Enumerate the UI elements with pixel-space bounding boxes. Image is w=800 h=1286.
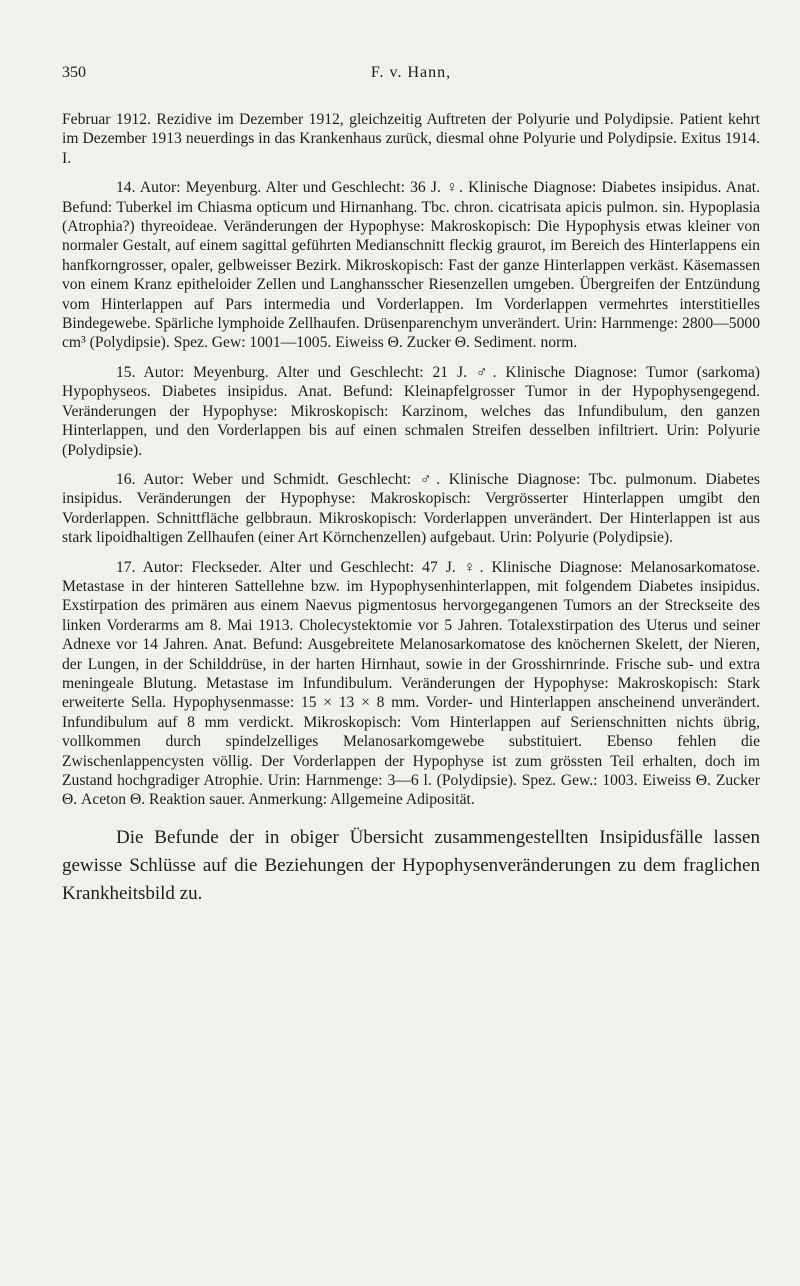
page-header	[62, 64, 760, 88]
running-head: F. v. Hann,	[370, 64, 452, 81]
case-entry-14: 14. Autor: Meyenburg. Alter und Geschlecht: 36 J. ♀. Klinische Diagnose: Diabetes insipidus. Anat. Befund: Tuberkel im Chiasma opticum und Hirnanhang. Tbc. chron. cicatrisata apicis pulmon. sin. Hypoplasia (Atrophia?) thyreoideae. Veränderungen der Hypophyse: Makroskopisch: Die Hypophysis etwas kleiner von normaler Gestalt, auf einem sagittal geführten Medianschnitt fleckig graurot, im Bereich des Hinterlappens ein hanfkorngrosser, opaler, gelbweisser Bezirk. Mikroskopisch: Fast der ganze Hinterlappen verkäst. Käsemassen von einem Kranz epitheloider Zellen und Langhansscher Riesenzellen umgeben. Übergreifen der Entzündung vom Hinterlappen auf Pars intermedia und Vorderlappen. Im Vorderlappen vermehrtes interstitielles Bindegewebe. Spärliche lymphoide Zellhaufen. Drüsenparenchym unverändert. Urin: Harnmenge: 2800—5000 cm³ (Polydipsie). Spez. Gew: 1001—1005. Eiweiss Θ. Zucker Θ. Sediment. norm.	[62, 179, 760, 352]
body-text	[62, 110, 760, 908]
page-number: 350	[62, 64, 86, 81]
paragraph-continuation: Februar 1912. Rezidive im Dezember 1912, gleichzeitig Auftreten der Polyurie und Polydipsie. Patient kehrt im Dezember 1913 neuerdings in das Krankenhaus zurück, diesmal ohne Polyurie und Polydipsie. Exitus 1914. I.	[62, 111, 760, 167]
case-entry-16: 16. Autor: Weber und Schmidt. Geschlecht: ♂. Klinische Diagnose: Tbc. pulmonum. Diabetes insipidus. Veränderungen der Hypophyse: Makroskopisch: Vergrösserter Hinterlappen umgibt den Vorderlappen. Schnittfläche gelbbraun. Mikroskopisch: Vorderlappen unverändert. Der Hinterlappen ist aus stark lipoidhaltigen Zellhaufen (einer Art Körnchenzellen) aufgebaut. Urin: Polyurie (Polydipsie).	[62, 470, 760, 547]
closing-paragraph: Die Befunde der in obiger Übersicht zusammengestellten Insipidusfälle lassen gewisse Schlüsse auf die Beziehungen der Hypophysenveränderungen zu dem fraglichen Krankheitsbild zu.	[62, 826, 760, 904]
case-entry-15: 15. Autor: Meyenburg. Alter und Geschlecht: 21 J. ♂. Klinische Diagnose: Tumor (sarkoma) Hypophyseos. Diabetes insipidus. Anat. Befund: Kleinapfelgrosser Tumor in der Hypophysengegend. Veränderungen der Hypophyse: Mikroskopisch: Karzinom, welches das Infundibulum, den ganzen Hinterlappen, und den Vorderlappen bis auf einen schmalen Streifen desselben infiltriert. Urin: Polyurie (Polydipsie).	[62, 363, 760, 459]
case-entry-17: 17. Autor: Fleckseder. Alter und Geschlecht: 47 J. ♀. Klinische Diagnose: Melanosarkomatose. Metastase in der hinteren Sattellehne bzw. im Hypophysenhinterlappen, mit folgendem Diabetes insipidus. Exstirpation des primären aus einem Naevus pigmentosus hervorgegangenen Tumors an der Streckseite des linken Vorderarms am 8. Mai 1913. Cholecystektomie vor 5 Jahren. Totalexstirpation des Uterus und seiner Adnexe vor 14 Jahren. Anat. Befund: Ausgebreitete Melanosarkomatose des knöchernen Skelett, der Nieren, der Lungen, in der Schilddrüse, in der harten Hirnhaut, sowie in der Grosshirnrinde. Frische sub- und extra meningeale Blutung. Metastase im Infundibulum. Veränderungen der Hypophyse: Makroskopisch: Stark erweiterte Sella. Hypophysenmasse: 15 × 13 × 8 mm. Vorder- und Hinterlappen anscheinend unverändert. Infundibulum auf 8 mm verdickt. Mikroskopisch: Vom Hinterlappen auf Serienschnitten nichts übrig, vollkommen durch spindelzelliges Melanosarkomgewebe substituiert. Ebenso fehlen die Zwischenlappencysten völlig. Der Vorderlappen der Hypophyse ist zum grössten Teil erhalten, doch im Zustand hochgradiger Atrophie. Urin: Harnmenge: 3—6 l. (Polydipsie). Spez. Gew.: 1003. Eiweiss Θ. Zucker Θ. Aceton Θ. Reaktion sauer. Anmerkung: Allgemeine Adiposität.	[62, 558, 760, 809]
